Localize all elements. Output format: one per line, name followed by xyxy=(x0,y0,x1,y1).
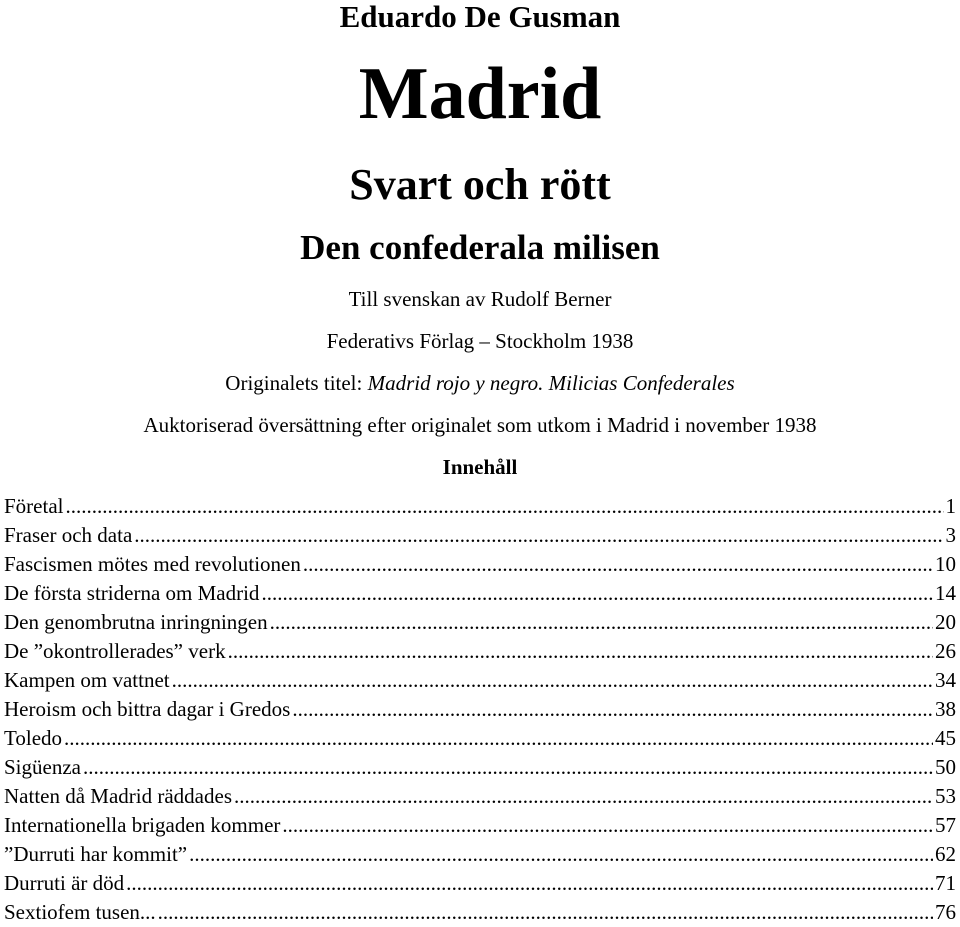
toc-dot-leader xyxy=(158,898,933,927)
toc-entry-title: ”Durruti har kommit” xyxy=(4,842,188,866)
author-name: Eduardo De Gusman xyxy=(339,0,621,34)
toc-entry-page-number: 57 xyxy=(935,813,956,837)
toc-entry-page-number: 1 xyxy=(945,494,956,518)
toc-dot-leader xyxy=(64,724,933,753)
toc-entry-title: Den genombrutna inringningen xyxy=(4,610,268,634)
toc-entry-title: Internationella brigaden kommer xyxy=(4,813,281,837)
toc-entry[interactable] xyxy=(4,637,956,666)
toc-entry-title: Fraser och data xyxy=(4,523,133,547)
original-title-line xyxy=(0,371,960,395)
toc-entry-title: De ”okontrollerades” verk xyxy=(4,639,226,663)
toc-entry-page-number: 34 xyxy=(935,668,956,692)
toc-entry[interactable] xyxy=(4,869,956,898)
toc-entry[interactable] xyxy=(4,608,956,637)
toc-entry-page-number: 20 xyxy=(935,610,956,634)
toc-entry-page-number: 38 xyxy=(935,697,956,721)
authorized-translation-line: Auktoriserad översättning efter originalet som utkom i Madrid i november 1938 xyxy=(143,413,817,437)
toc-entry-page-number: 53 xyxy=(935,784,956,808)
toc-dot-leader xyxy=(303,550,933,579)
table-of-contents xyxy=(4,492,956,927)
toc-entry-page-number: 45 xyxy=(935,726,956,750)
book-subtitle: Svart och rött xyxy=(349,160,611,209)
toc-entry[interactable] xyxy=(4,695,956,724)
toc-dot-leader xyxy=(126,869,933,898)
toc-entry-page-number: 3 xyxy=(945,523,956,547)
toc-entry-title: Toledo xyxy=(4,726,63,750)
toc-entry[interactable] xyxy=(4,579,956,608)
toc-entry-title: Fascismen mötes med revolutionen xyxy=(4,552,301,576)
toc-entry-page-number: 10 xyxy=(935,552,956,576)
toc-dot-leader xyxy=(65,492,943,521)
toc-entry[interactable] xyxy=(4,521,956,550)
toc-entry[interactable] xyxy=(4,811,956,840)
toc-entry-title: De första striderna om Madrid xyxy=(4,581,260,605)
toc-entry-page-number: 71 xyxy=(935,871,956,895)
toc-entry-title: Företal xyxy=(4,494,64,518)
toc-entry[interactable] xyxy=(4,898,956,927)
publisher-line: Federativs Förlag – Stockholm 1938 xyxy=(326,329,634,353)
toc-entry-page-number: 14 xyxy=(935,581,956,605)
toc-dot-leader xyxy=(228,637,933,666)
toc-entry[interactable] xyxy=(4,724,956,753)
book-subtitle-secondary: Den confederala milisen xyxy=(300,228,660,267)
toc-dot-leader xyxy=(282,811,933,840)
toc-dot-leader xyxy=(172,666,933,695)
book-title: Madrid xyxy=(358,53,602,135)
toc-dot-leader xyxy=(83,753,933,782)
toc-entry[interactable] xyxy=(4,782,956,811)
toc-heading: Innehåll xyxy=(442,455,518,479)
translator-line: Till svenskan av Rudolf Berner xyxy=(348,287,612,311)
toc-entry[interactable] xyxy=(4,666,956,695)
toc-dot-leader xyxy=(234,782,933,811)
original-title: Madrid rojo y negro. Milicias Confederales xyxy=(367,371,735,395)
toc-entry-title: Sigüenza xyxy=(4,755,81,779)
toc-dot-leader xyxy=(270,608,933,637)
toc-entry-page-number: 62 xyxy=(935,842,956,866)
toc-dot-leader xyxy=(261,579,933,608)
toc-entry-title: Heroism och bittra dagar i Gredos xyxy=(4,697,291,721)
toc-entry-title: Natten då Madrid räddades xyxy=(4,784,232,808)
toc-dot-leader xyxy=(189,840,933,869)
toc-entry-page-number: 76 xyxy=(935,900,956,924)
toc-entry-title: Durruti är död xyxy=(4,871,125,895)
toc-entry-title: Sextiofem tusen... xyxy=(4,900,156,924)
toc-dot-leader xyxy=(134,521,943,550)
toc-entry[interactable] xyxy=(4,550,956,579)
toc-dot-leader xyxy=(292,695,933,724)
toc-entry[interactable] xyxy=(4,840,956,869)
toc-entry[interactable] xyxy=(4,753,956,782)
toc-entry[interactable] xyxy=(4,492,956,521)
original-title-prefix: Originalets titel: xyxy=(225,371,368,395)
toc-entry-title: Kampen om vattnet xyxy=(4,668,170,692)
toc-entry-page-number: 50 xyxy=(935,755,956,779)
toc-entry-page-number: 26 xyxy=(935,639,956,663)
